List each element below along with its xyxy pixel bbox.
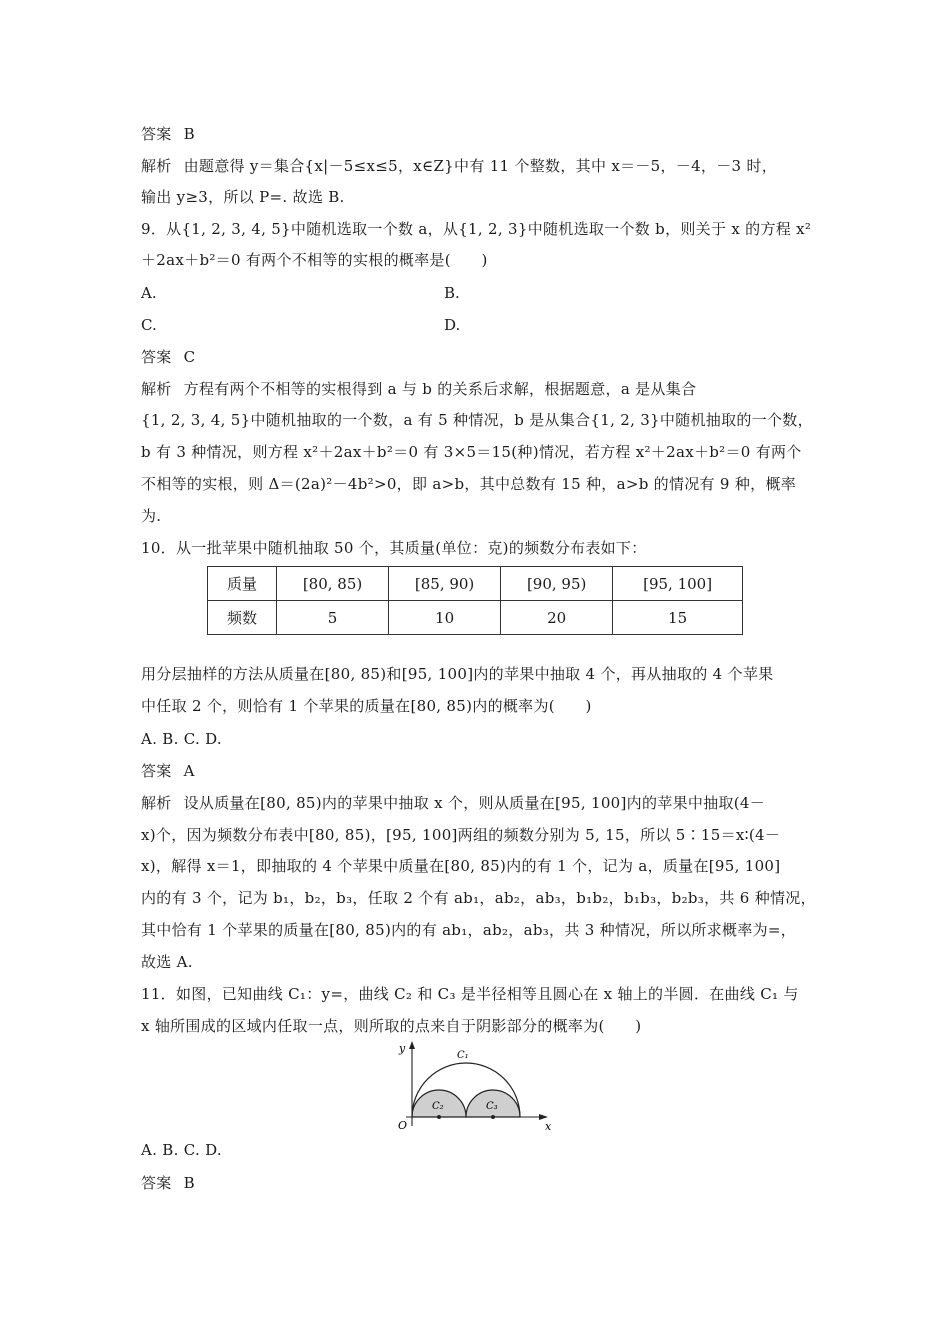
solution-10-line3: x)，解得 x＝1，即抽取的 4 个苹果中质量在[80, 85)内的有 1 个，记为 a，质量在[95, 100]: [141, 857, 781, 875]
answer-label: 答案: [141, 125, 172, 143]
question-9-line2: ＋2ax＋b²＝0 有两个不相等的实根的概率是( ): [141, 251, 488, 269]
center-dot-c2: [437, 1115, 441, 1119]
table-cell: 频数: [208, 601, 277, 635]
solution-text: 由题意得 y＝集合{x|－5≤x≤5，x∈Z}中有 11 个整数，其中 x＝－5，－4，－3 时，: [183, 157, 778, 175]
solution-8-line2: 输出 y≥3，所以 P=. 故选 B.: [141, 188, 345, 206]
x-axis-label: x: [545, 1120, 552, 1133]
table-row: [208, 601, 743, 635]
semicircle-figure: [392, 1038, 562, 1133]
answer-label: 答案: [141, 1174, 172, 1192]
frequency-table: [207, 566, 743, 635]
table-cell: 15: [613, 601, 743, 635]
origin-label: O: [398, 1119, 408, 1132]
question-11-line1: 11．如图，已知曲线 C₁：y=，曲线 C₂ 和 C₃ 是半径相等且圆心在 x 轴上的半圆．在曲线 C₁ 与: [141, 985, 799, 1003]
table-cell: 10: [389, 601, 501, 635]
table-cell: [80, 85): [277, 567, 389, 601]
solution-10-line5: 其中恰有 1 个苹果的质量在[80, 85)内的有 ab₁，ab₂，ab₃，共 3 种情况，所以所求概率为=，: [141, 921, 797, 939]
option-b: B.: [444, 284, 460, 302]
question-9-line1: 9．从{1, 2, 3, 4, 5}中随机选取一个数 a，从{1, 2, 3}中随机选取一个数 b，则关于 x 的方程 x²: [141, 220, 812, 238]
solution-label: 解析: [141, 380, 172, 398]
solution-9-line5: 为.: [141, 507, 162, 525]
question-11-options: A. B. C. D.: [141, 1141, 222, 1159]
table-cell: [85, 90): [389, 567, 501, 601]
solution-9-line1: [141, 379, 696, 399]
answer-value: B: [183, 1174, 195, 1192]
solution-9-line3: b 有 3 种情况，则方程 x²＋2ax＋b²＝0 有 3×5＝15(种)情况，若方程 x²＋2ax＋b²＝0 有两个: [141, 443, 802, 461]
answer-10: [141, 761, 195, 781]
label-c2: C₂: [432, 1101, 444, 1112]
question-10-line3: 中任取 2 个，则恰有 1 个苹果的质量在[80, 85)内的概率为( ): [141, 697, 592, 715]
label-c1: C₁: [457, 1050, 469, 1061]
answer-value: B: [183, 125, 195, 143]
answer-value: C: [183, 348, 196, 366]
answer-value: A: [183, 762, 195, 780]
solution-10-line1: [141, 793, 765, 813]
label-c3: C₃: [486, 1101, 498, 1112]
table-cell: 5: [277, 601, 389, 635]
table-cell: 20: [501, 601, 613, 635]
solution-9-line2: {1, 2, 3, 4, 5}中随机抽取的一个数，a 有 5 种情况，b 是从集合{1, 2, 3}中随机抽取的一个数，: [141, 411, 813, 429]
option-d: D.: [444, 316, 461, 334]
solution-text: 方程有两个不相等的实根得到 a 与 b 的关系后求解，根据题意，a 是从集合: [183, 380, 697, 398]
option-c: C.: [141, 316, 157, 334]
y-axis-label: y: [399, 1042, 406, 1055]
answer-label: 答案: [141, 762, 172, 780]
solution-8-line1: [141, 156, 777, 176]
solution-10-line4: 内的有 3 个，记为 b₁，b₂，b₃，任取 2 个有 ab₁，ab₂，ab₃，b₁b₂，b₁b₃，b₂b₃，共 6 种情况，: [141, 889, 816, 907]
center-dot-c3: [491, 1115, 495, 1119]
answer-8: [141, 124, 195, 144]
question-10-line2: 用分层抽样的方法从质量在[80, 85)和[95, 100]内的苹果中抽取 4 个，再从抽取的 4 个苹果: [141, 665, 774, 683]
question-10-options: A. B. C. D.: [141, 730, 222, 748]
solution-10-line6: 故选 A.: [141, 953, 193, 971]
answer-9: [141, 347, 195, 367]
answer-11: [141, 1173, 195, 1193]
answer-label: 答案: [141, 348, 172, 366]
question-10-line1: 10．从一批苹果中随机抽取 50 个，其质量(单位：克)的频数分布表如下：: [141, 539, 647, 557]
table-cell: 质量: [208, 567, 277, 601]
solution-label: 解析: [141, 794, 172, 812]
solution-label: 解析: [141, 157, 172, 175]
option-a: A.: [141, 284, 157, 302]
solution-10-line2: x)个，因为频数分布表中[80, 85)，[95, 100]两组的频数分别为 5, 15，所以 5∶15＝x∶(4－: [141, 826, 781, 844]
table-cell: [95, 100]: [613, 567, 743, 601]
question-11-line2: x 轴所围成的区域内任取一点，则所取的点来自于阴影部分的概率为( ): [141, 1017, 642, 1035]
y-axis-arrow: [409, 1041, 415, 1049]
table-row: [208, 567, 743, 601]
table-cell: [90, 95): [501, 567, 613, 601]
solution-9-line4: 不相等的实根，则 Δ＝(2a)²－4b²>0，即 a>b，其中总数有 15 种，a>b 的情况有 9 种，概率: [141, 475, 797, 493]
solution-text: 设从质量在[80, 85)内的苹果中抽取 x 个，则从质量在[95, 100]内的苹果中抽取(4－: [183, 794, 766, 812]
